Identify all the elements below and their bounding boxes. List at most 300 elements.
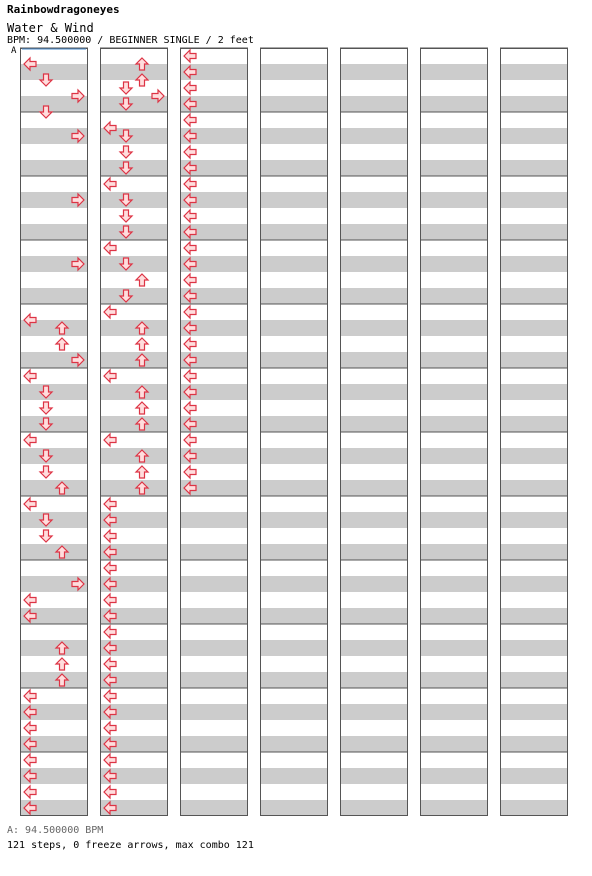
measure xyxy=(420,624,488,688)
beat-stripe xyxy=(340,768,408,784)
beat-stripe xyxy=(420,352,488,368)
beat-stripe xyxy=(20,480,88,496)
beat-stripe xyxy=(260,400,328,416)
beat-stripe xyxy=(500,624,568,640)
measure xyxy=(500,560,568,624)
beat-stripe xyxy=(420,576,488,592)
beat-stripe xyxy=(260,800,328,816)
beat-stripe xyxy=(500,160,568,176)
beat-stripe xyxy=(420,192,488,208)
measure xyxy=(500,496,568,560)
beat-stripe xyxy=(420,432,488,448)
beat-stripe xyxy=(340,320,408,336)
beat-stripe xyxy=(340,368,408,384)
beat-stripe xyxy=(100,288,168,304)
measure xyxy=(260,752,328,816)
beat-stripe xyxy=(100,352,168,368)
beat-stripe xyxy=(100,272,168,288)
beat-stripe xyxy=(20,640,88,656)
measure xyxy=(500,176,568,240)
measure xyxy=(500,752,568,816)
measure xyxy=(340,752,408,816)
beat-stripe xyxy=(420,48,488,64)
beat-stripe xyxy=(340,176,408,192)
beat-stripe xyxy=(340,800,408,816)
beat-stripe xyxy=(20,160,88,176)
beat-stripe xyxy=(340,384,408,400)
beat-stripe xyxy=(180,656,248,672)
beat-stripe xyxy=(340,672,408,688)
beat-stripe xyxy=(260,512,328,528)
beat-stripe xyxy=(180,640,248,656)
beat-stripe xyxy=(500,608,568,624)
measure xyxy=(340,176,408,240)
beat-stripe xyxy=(340,80,408,96)
beat-stripe xyxy=(340,64,408,80)
beat-stripe xyxy=(340,240,408,256)
beat-stripe xyxy=(500,176,568,192)
beat-stripe xyxy=(340,336,408,352)
measure xyxy=(260,304,328,368)
beat-stripe xyxy=(100,384,168,400)
measure xyxy=(420,368,488,432)
beat-stripe xyxy=(260,368,328,384)
beat-stripe xyxy=(340,160,408,176)
measure xyxy=(500,432,568,496)
beat-stripe xyxy=(340,144,408,160)
beat-stripe xyxy=(100,416,168,432)
beat-stripe xyxy=(500,368,568,384)
beat-stripe xyxy=(420,688,488,704)
beat-stripe xyxy=(260,336,328,352)
measure xyxy=(420,304,488,368)
beat-stripe xyxy=(340,432,408,448)
beat-stripe xyxy=(500,704,568,720)
beat-stripe xyxy=(420,224,488,240)
measure xyxy=(260,368,328,432)
beat-stripe xyxy=(420,784,488,800)
beat-stripe xyxy=(20,560,88,576)
beat-stripe xyxy=(500,224,568,240)
measure xyxy=(420,48,488,112)
beat-stripe xyxy=(340,736,408,752)
beat-stripe xyxy=(420,464,488,480)
beat-stripe xyxy=(420,240,488,256)
beat-stripe xyxy=(340,288,408,304)
beat-stripe xyxy=(260,624,328,640)
beat-stripe xyxy=(260,480,328,496)
beat-stripe xyxy=(420,304,488,320)
beat-stripe xyxy=(420,128,488,144)
beat-stripe xyxy=(500,752,568,768)
beat-stripe xyxy=(340,224,408,240)
measure xyxy=(260,432,328,496)
beat-stripe xyxy=(340,784,408,800)
measure xyxy=(340,304,408,368)
beat-stripe xyxy=(340,544,408,560)
beat-stripe xyxy=(180,752,248,768)
beat-stripe xyxy=(100,208,168,224)
beat-stripe xyxy=(180,624,248,640)
bpm-marker-label: A xyxy=(11,46,17,56)
beat-stripe xyxy=(420,160,488,176)
beat-stripe xyxy=(20,224,88,240)
measure xyxy=(420,240,488,304)
beat-stripe xyxy=(20,240,88,256)
beat-stripe xyxy=(180,704,248,720)
beat-stripe xyxy=(500,672,568,688)
beat-stripe xyxy=(100,320,168,336)
beat-stripe xyxy=(340,192,408,208)
beat-stripe xyxy=(500,256,568,272)
measure xyxy=(260,112,328,176)
beat-stripe xyxy=(340,208,408,224)
beat-stripe xyxy=(500,272,568,288)
beat-stripe xyxy=(500,64,568,80)
beat-stripe xyxy=(260,176,328,192)
measure xyxy=(260,176,328,240)
measure xyxy=(500,304,568,368)
beat-stripe xyxy=(500,128,568,144)
beat-stripe xyxy=(340,640,408,656)
beat-stripe xyxy=(500,560,568,576)
chart-column xyxy=(340,48,408,816)
beat-stripe xyxy=(260,208,328,224)
beat-stripe xyxy=(20,464,88,480)
measure xyxy=(500,368,568,432)
measure xyxy=(420,752,488,816)
beat-stripe xyxy=(340,304,408,320)
beat-stripe xyxy=(260,720,328,736)
measure xyxy=(420,176,488,240)
beat-stripe xyxy=(500,784,568,800)
measure xyxy=(340,432,408,496)
beat-stripe xyxy=(420,336,488,352)
measure xyxy=(340,688,408,752)
measure xyxy=(180,688,248,752)
artist-name: Rainbowdragoneyes xyxy=(7,3,120,16)
beat-stripe xyxy=(500,768,568,784)
beat-stripe xyxy=(180,800,248,816)
measure xyxy=(180,560,248,624)
beat-stripe xyxy=(500,720,568,736)
beat-stripe xyxy=(260,464,328,480)
beat-stripe xyxy=(260,752,328,768)
beat-stripe xyxy=(260,768,328,784)
beat-stripe xyxy=(420,384,488,400)
beat-stripe xyxy=(260,688,328,704)
beat-stripe xyxy=(500,400,568,416)
beat-stripe xyxy=(260,528,328,544)
beat-stripe xyxy=(260,128,328,144)
beat-stripe xyxy=(260,384,328,400)
beat-stripe xyxy=(340,480,408,496)
measure xyxy=(500,688,568,752)
measure xyxy=(180,624,248,688)
measure xyxy=(500,624,568,688)
beat-stripe xyxy=(260,64,328,80)
beat-stripe xyxy=(420,800,488,816)
beat-stripe xyxy=(260,352,328,368)
beat-stripe xyxy=(420,480,488,496)
beat-stripe xyxy=(340,464,408,480)
beat-stripe xyxy=(180,608,248,624)
measure xyxy=(180,752,248,816)
beat-stripe xyxy=(420,544,488,560)
beat-stripe xyxy=(180,672,248,688)
beat-stripe xyxy=(260,656,328,672)
beat-stripe xyxy=(500,336,568,352)
beat-stripe xyxy=(500,640,568,656)
beat-stripe xyxy=(180,592,248,608)
measure xyxy=(340,624,408,688)
beat-stripe xyxy=(100,64,168,80)
beat-stripe xyxy=(180,560,248,576)
measure xyxy=(180,496,248,560)
beat-stripe xyxy=(500,528,568,544)
beat-stripe xyxy=(500,304,568,320)
beat-stripe xyxy=(100,336,168,352)
beat-stripe xyxy=(260,240,328,256)
song-title: Water & Wind xyxy=(7,21,94,35)
beat-stripe xyxy=(260,80,328,96)
beat-stripe xyxy=(260,224,328,240)
beat-stripe xyxy=(180,768,248,784)
beat-stripe xyxy=(500,544,568,560)
beat-stripe xyxy=(420,624,488,640)
beat-stripe xyxy=(260,736,328,752)
measure xyxy=(260,240,328,304)
beat-stripe xyxy=(500,192,568,208)
beat-stripe xyxy=(340,560,408,576)
beat-stripe xyxy=(500,80,568,96)
beat-stripe xyxy=(500,96,568,112)
beat-stripe xyxy=(20,448,88,464)
chart-column xyxy=(260,48,328,816)
beat-stripe xyxy=(260,160,328,176)
beat-stripe xyxy=(340,400,408,416)
measure xyxy=(340,112,408,176)
beat-stripe xyxy=(20,672,88,688)
beat-stripe xyxy=(100,480,168,496)
beat-stripe xyxy=(420,400,488,416)
beat-stripe xyxy=(340,608,408,624)
beat-stripe xyxy=(260,640,328,656)
beat-stripe xyxy=(420,256,488,272)
beat-stripe xyxy=(20,208,88,224)
beat-stripe xyxy=(20,512,88,528)
beat-stripe xyxy=(20,272,88,288)
beat-stripe xyxy=(420,560,488,576)
beat-stripe xyxy=(260,272,328,288)
beat-stripe xyxy=(420,80,488,96)
beat-stripe xyxy=(100,256,168,272)
beat-stripe xyxy=(260,288,328,304)
measure xyxy=(500,240,568,304)
beat-stripe xyxy=(180,784,248,800)
beat-stripe xyxy=(420,368,488,384)
beat-stripe xyxy=(20,624,88,640)
measure xyxy=(420,688,488,752)
beat-stripe xyxy=(500,576,568,592)
beat-stripe xyxy=(260,256,328,272)
beat-stripe xyxy=(20,288,88,304)
beat-stripe xyxy=(260,592,328,608)
beat-stripe xyxy=(20,416,88,432)
beat-stripe xyxy=(500,208,568,224)
beat-stripe xyxy=(420,288,488,304)
beat-stripe xyxy=(180,736,248,752)
bpm-change-list: A: 94.500000 BPM xyxy=(7,825,104,836)
beat-stripe xyxy=(340,112,408,128)
measure xyxy=(500,112,568,176)
beat-stripe xyxy=(420,496,488,512)
beat-stripe xyxy=(100,224,168,240)
chart-info: BPM: 94.500000 / BEGINNER SINGLE / 2 feet xyxy=(7,35,254,46)
beat-stripe xyxy=(20,544,88,560)
beat-stripe xyxy=(500,656,568,672)
beat-stripe xyxy=(340,592,408,608)
beat-stripe xyxy=(260,784,328,800)
beat-stripe xyxy=(500,240,568,256)
beat-stripe xyxy=(500,688,568,704)
beat-stripe xyxy=(340,128,408,144)
beat-stripe xyxy=(420,208,488,224)
beat-stripe xyxy=(420,512,488,528)
beat-stripe xyxy=(420,640,488,656)
beat-stripe xyxy=(100,144,168,160)
beat-stripe xyxy=(500,112,568,128)
measure xyxy=(260,560,328,624)
beat-stripe xyxy=(260,192,328,208)
beat-stripe xyxy=(420,96,488,112)
beat-stripe xyxy=(180,544,248,560)
beat-stripe xyxy=(500,736,568,752)
beat-stripe xyxy=(340,656,408,672)
measure xyxy=(260,496,328,560)
beat-stripe xyxy=(420,704,488,720)
measure xyxy=(340,240,408,304)
beat-stripe xyxy=(260,544,328,560)
beat-stripe xyxy=(20,384,88,400)
beat-stripe xyxy=(20,176,88,192)
step-stats: 121 steps, 0 freeze arrows, max combo 121 xyxy=(7,840,254,851)
beat-stripe xyxy=(420,64,488,80)
beat-stripe xyxy=(260,320,328,336)
beat-stripe xyxy=(20,112,88,128)
beat-stripe xyxy=(500,416,568,432)
beat-stripe xyxy=(340,688,408,704)
beat-stripe xyxy=(20,144,88,160)
beat-stripe xyxy=(260,560,328,576)
beat-stripe xyxy=(100,464,168,480)
beat-stripe xyxy=(340,720,408,736)
beat-stripe xyxy=(420,176,488,192)
beat-stripe xyxy=(100,400,168,416)
beat-stripe xyxy=(100,160,168,176)
beat-stripe xyxy=(340,352,408,368)
measure xyxy=(20,624,88,688)
beat-stripe xyxy=(420,416,488,432)
beat-stripe xyxy=(500,288,568,304)
beat-stripe xyxy=(20,336,88,352)
measure xyxy=(260,688,328,752)
beat-stripe xyxy=(340,624,408,640)
chart-column xyxy=(500,48,568,816)
beat-stripe xyxy=(500,592,568,608)
beat-stripe xyxy=(180,528,248,544)
measure xyxy=(340,48,408,112)
measure xyxy=(20,240,88,304)
beat-stripe xyxy=(340,96,408,112)
beat-stripe xyxy=(500,48,568,64)
beat-stripe xyxy=(420,272,488,288)
beat-stripe xyxy=(20,528,88,544)
measure xyxy=(260,624,328,688)
beat-stripe xyxy=(260,432,328,448)
beat-stripe xyxy=(500,384,568,400)
measure xyxy=(420,496,488,560)
beat-stripe xyxy=(340,448,408,464)
measure xyxy=(260,48,328,112)
beat-stripe xyxy=(500,432,568,448)
beat-stripe xyxy=(420,672,488,688)
beat-stripe xyxy=(180,720,248,736)
beat-stripe xyxy=(260,96,328,112)
measure xyxy=(420,432,488,496)
beat-stripe xyxy=(340,48,408,64)
measure xyxy=(500,48,568,112)
measure xyxy=(340,368,408,432)
beat-stripe xyxy=(420,144,488,160)
beat-stripe xyxy=(500,496,568,512)
beat-stripe xyxy=(180,688,248,704)
beat-stripe xyxy=(340,528,408,544)
beat-stripe xyxy=(340,416,408,432)
beat-stripe xyxy=(420,608,488,624)
beat-stripe xyxy=(260,448,328,464)
beat-stripe xyxy=(260,704,328,720)
beat-stripe xyxy=(340,496,408,512)
beat-stripe xyxy=(340,704,408,720)
beat-stripe xyxy=(340,512,408,528)
beat-stripe xyxy=(420,768,488,784)
beat-stripe xyxy=(500,512,568,528)
beat-stripe xyxy=(500,464,568,480)
beat-stripe xyxy=(180,496,248,512)
beat-stripe xyxy=(260,112,328,128)
beat-stripe xyxy=(420,592,488,608)
beat-stripe xyxy=(260,304,328,320)
beat-stripe xyxy=(260,608,328,624)
measure xyxy=(20,176,88,240)
beat-stripe xyxy=(340,576,408,592)
beat-stripe xyxy=(340,256,408,272)
beat-stripe xyxy=(260,672,328,688)
beat-stripe xyxy=(20,656,88,672)
beat-stripe xyxy=(420,112,488,128)
beat-stripe xyxy=(500,144,568,160)
measure xyxy=(340,560,408,624)
measure xyxy=(420,112,488,176)
beat-stripe xyxy=(180,576,248,592)
beat-stripe xyxy=(420,656,488,672)
beat-stripe xyxy=(340,272,408,288)
beat-stripe xyxy=(420,320,488,336)
measure xyxy=(20,112,88,176)
beat-stripe xyxy=(340,752,408,768)
beat-stripe xyxy=(500,320,568,336)
